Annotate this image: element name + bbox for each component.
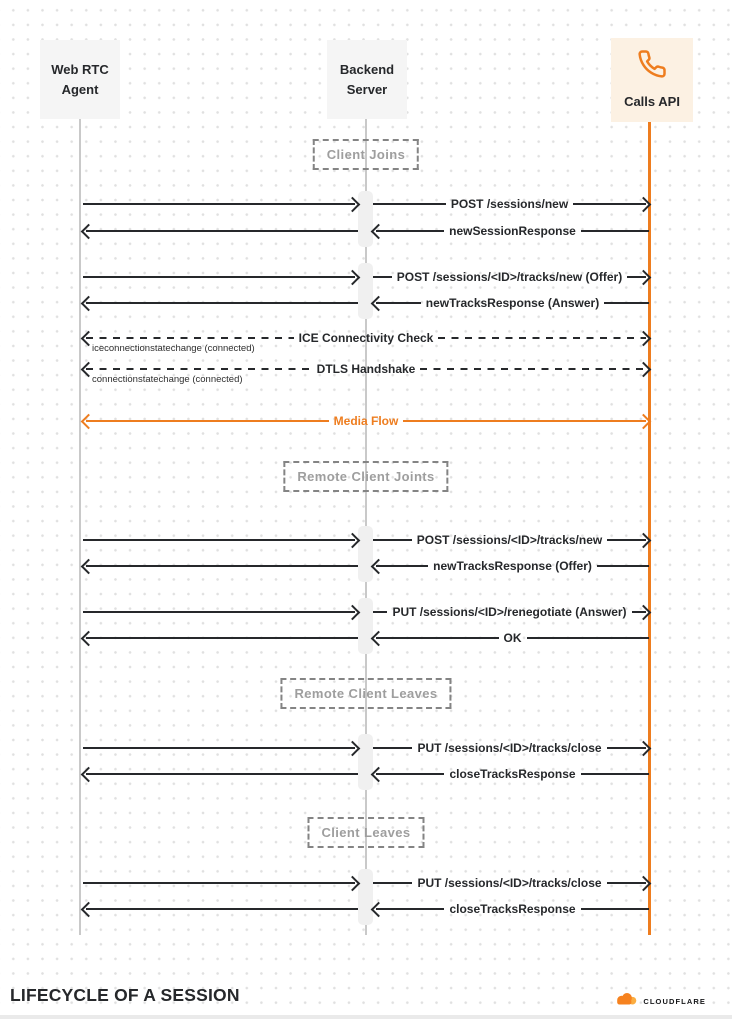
message-arrow-agent-to-backend <box>83 602 358 622</box>
message-arrow-backend-to-calls <box>373 602 649 622</box>
message-label: closeTracksResponse <box>449 902 576 916</box>
message-label: newSessionResponse <box>449 224 576 238</box>
message-arrow-calls-to-backend <box>373 221 649 241</box>
lifeline-calls-api <box>648 122 651 935</box>
message-arrow-agent-to-backend <box>83 738 358 758</box>
message-label: POST /sessions/new <box>450 197 569 211</box>
arrowhead-right-icon <box>345 604 361 620</box>
arrowhead-left-icon <box>81 630 97 646</box>
activation-bar <box>358 869 373 925</box>
phone-icon <box>637 49 667 85</box>
message-label: PUT /sessions/<ID>/tracks/close <box>417 741 602 755</box>
message-arrow-backend-to-calls <box>373 738 649 758</box>
message-label: PUT /sessions/<ID>/renegotiate (Answer) <box>392 605 627 619</box>
cloudflare-logo <box>615 992 706 1010</box>
arrowhead-left-icon <box>81 766 97 782</box>
phase-box-client-leaves: Client Leaves <box>307 817 424 848</box>
arrowhead-right-icon <box>345 875 361 891</box>
message-arrow-calls-to-backend <box>373 899 649 919</box>
message-label: OK <box>503 631 522 645</box>
actor-web-rtc-agent <box>40 40 120 119</box>
arrowhead-right-icon <box>636 604 652 620</box>
activation-bar <box>358 734 373 790</box>
message-arrow-backend-to-agent <box>83 628 358 648</box>
lifeline-web-rtc-agent <box>79 119 81 935</box>
arrowhead-right-icon <box>636 875 652 891</box>
arrowhead-right-icon <box>345 740 361 756</box>
activation-bar <box>358 526 373 582</box>
arrowhead-left-icon <box>371 766 387 782</box>
arrow-line <box>83 203 355 205</box>
actor-backend-server <box>327 40 407 119</box>
arrowhead-left-icon <box>371 223 387 239</box>
message-arrow-backend-to-calls <box>373 530 649 550</box>
message-label: closeTracksResponse <box>449 767 576 781</box>
actor-label: Calls API <box>624 93 680 109</box>
page-title: LIFECYCLE OF A SESSION <box>10 985 240 1005</box>
arrowhead-right-icon <box>636 361 652 377</box>
arrowhead-right-icon <box>636 740 652 756</box>
arrowhead-right-icon <box>636 196 652 212</box>
event-label-iceconnectionstatechange: iceconnectionstatechange (connected) <box>92 343 255 354</box>
message-label: DTLS Handshake <box>316 362 416 376</box>
phase-box-remote-client-leaves: Remote Client Leaves <box>280 678 451 709</box>
event-label-connectionstatechange: connectionstatechange (connected) <box>92 374 243 385</box>
actor-label: Web RTC <box>51 62 109 77</box>
cloudflare-cloud-icon <box>615 992 639 1010</box>
message-arrow-calls-to-backend <box>373 628 649 648</box>
message-arrow-backend-to-agent <box>83 293 358 313</box>
message-arrow-calls-to-backend <box>373 764 649 784</box>
arrowhead-right-icon <box>636 269 652 285</box>
message-label: PUT /sessions/<ID>/tracks/close <box>417 876 602 890</box>
phase-box-remote-client-joints: Remote Client Joints <box>283 461 448 492</box>
phase-box-client-joins: Client Joins <box>313 139 419 170</box>
message-arrow-agent-to-backend <box>83 873 358 893</box>
arrowhead-left-icon <box>81 901 97 917</box>
message-arrow-media-flow <box>83 411 649 431</box>
arrowhead-right-icon <box>345 269 361 285</box>
arrowhead-left-icon <box>371 901 387 917</box>
message-arrow-agent-to-backend <box>83 267 358 287</box>
message-label: POST /sessions/<ID>/tracks/new (Offer) <box>396 270 623 284</box>
message-arrow-calls-to-backend <box>373 556 649 576</box>
message-arrow-backend-to-agent <box>83 899 358 919</box>
arrowhead-left-icon <box>81 413 97 429</box>
arrowhead-right-icon <box>345 196 361 212</box>
actor-label: Agent <box>61 81 99 97</box>
message-label: newTracksResponse (Answer) <box>425 296 600 310</box>
arrowhead-left-icon <box>81 295 97 311</box>
arrowhead-left-icon <box>371 630 387 646</box>
arrowhead-left-icon <box>371 558 387 574</box>
arrowhead-left-icon <box>81 223 97 239</box>
page-bottom-edge <box>0 1015 732 1019</box>
actor-label: Server <box>346 81 388 97</box>
message-label: newTracksResponse (Offer) <box>433 559 592 573</box>
activation-bar <box>358 191 373 247</box>
activation-bar <box>358 598 373 654</box>
arrowhead-right-icon <box>636 413 652 429</box>
message-label: ICE Connectivity Check <box>298 331 434 345</box>
message-arrow-backend-to-agent <box>83 556 358 576</box>
message-label: POST /sessions/<ID>/tracks/new <box>416 533 603 547</box>
arrowhead-right-icon <box>636 532 652 548</box>
message-arrow-backend-to-agent <box>83 764 358 784</box>
arrowhead-left-icon <box>371 295 387 311</box>
actor-calls-api <box>611 38 693 122</box>
message-arrow-backend-to-calls <box>373 873 649 893</box>
message-label: Media Flow <box>333 414 399 428</box>
arrowhead-left-icon <box>81 558 97 574</box>
actor-label: Backend <box>339 62 395 77</box>
message-arrow-agent-to-backend <box>83 530 358 550</box>
message-arrow-backend-to-calls <box>373 267 649 287</box>
activation-bar <box>358 263 373 319</box>
message-arrow-backend-to-agent <box>83 221 358 241</box>
arrowhead-right-icon <box>345 532 361 548</box>
message-arrow-calls-to-backend <box>373 293 649 313</box>
message-arrow-agent-to-backend <box>83 194 358 214</box>
arrowhead-right-icon <box>636 330 652 346</box>
message-arrow-backend-to-calls <box>373 194 649 214</box>
cloudflare-wordmark: CLOUDFLARE <box>643 996 706 1006</box>
